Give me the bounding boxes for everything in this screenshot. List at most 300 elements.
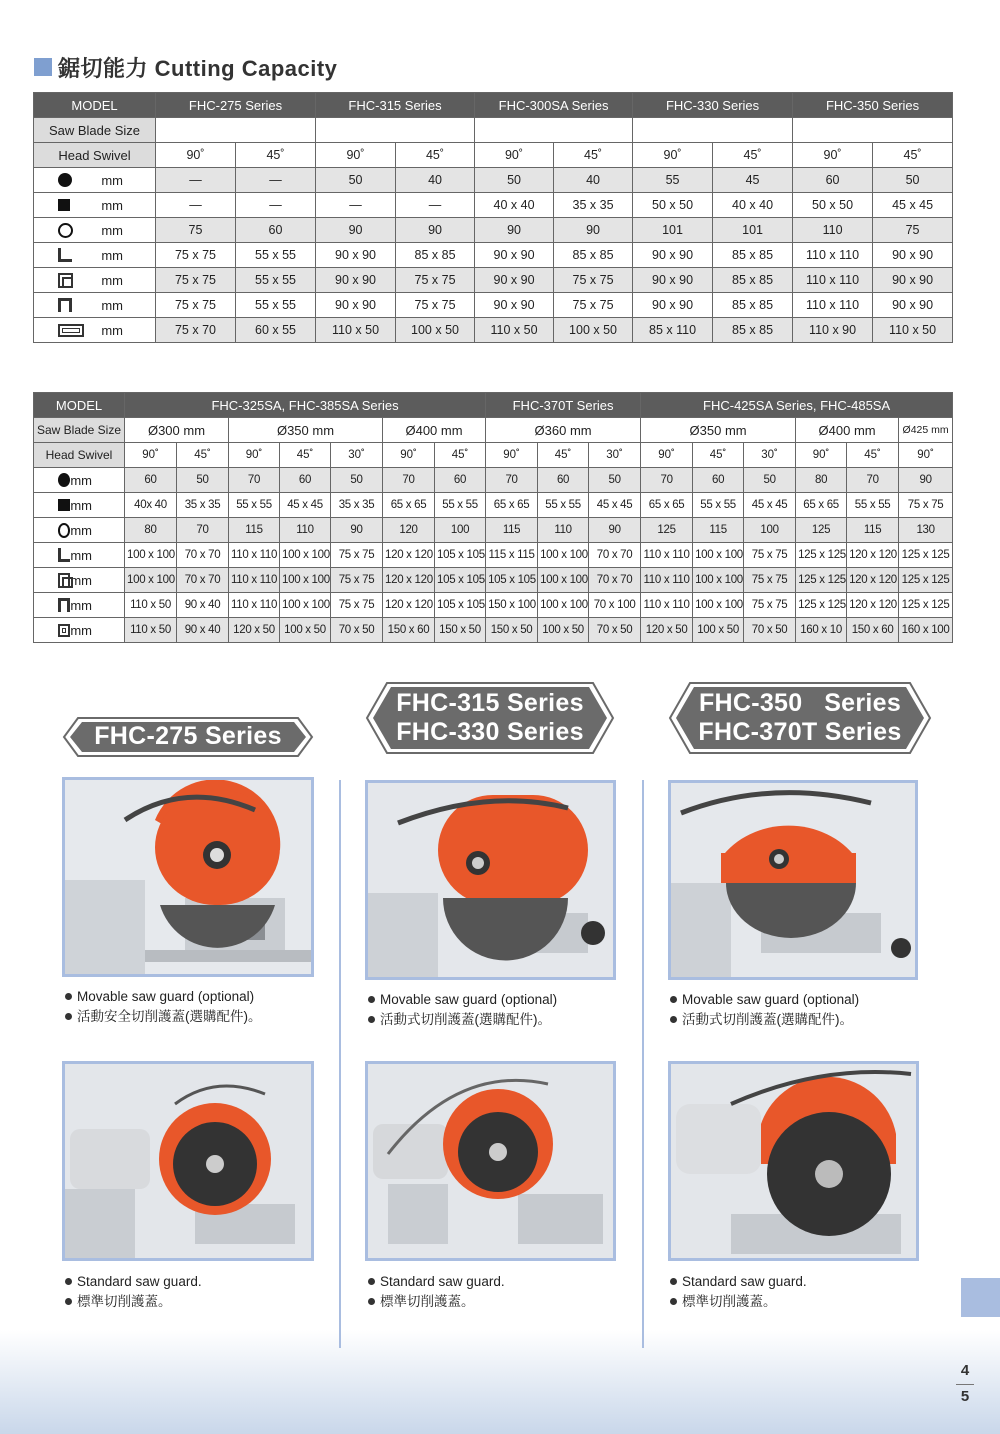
badge-line: FHC-315 Series: [396, 689, 584, 717]
table-row: [34, 593, 953, 618]
capacity-cell: 110 x 50: [475, 318, 554, 343]
capacity-cell: 75: [873, 218, 953, 243]
capacity-cell: 100 x 100: [538, 543, 589, 568]
capacity-cell: 40: [554, 168, 633, 193]
capacity-cell: 110: [538, 518, 589, 543]
capacity-cell: 120 x 120: [847, 543, 899, 568]
caption-text: 標準切削護蓋。: [682, 1294, 777, 1309]
capacity-cell: 150 x 60: [847, 618, 899, 643]
swivel-angle-cell: 90˚: [475, 143, 554, 168]
swivel-angle-cell: 30˚: [744, 443, 796, 468]
cutting-capacity-table-2: [33, 392, 953, 643]
swivel-angle-cell: 90˚: [125, 443, 177, 468]
capacity-cell: 110 x 110: [793, 293, 873, 318]
swivel-angle-cell: 90˚: [793, 143, 873, 168]
capacity-cell: 70: [641, 468, 693, 493]
capacity-cell: 75 x 70: [156, 318, 236, 343]
capacity-cell: 90 x 90: [475, 293, 554, 318]
header-cell: FHC-350 Series: [793, 93, 953, 118]
shape-label: [36, 298, 153, 313]
swivel-angle-cell: 30˚: [589, 443, 641, 468]
capacity-cell: 125 x 125: [899, 568, 953, 593]
capacity-cell: 90: [899, 468, 953, 493]
caption-text: Movable saw guard (optional): [682, 992, 860, 1007]
angle-iron-icon: [58, 248, 72, 262]
swivel-angle-cell: 30˚: [331, 443, 383, 468]
capacity-cell: 120 x 50: [229, 618, 280, 643]
capacity-cell: 90 x 90: [873, 268, 953, 293]
capacity-cell: 45: [713, 168, 793, 193]
capacity-cell: 110 x 110: [229, 543, 280, 568]
swivel-angle-cell: 45˚: [177, 443, 229, 468]
capacity-cell: 90 x 90: [316, 293, 396, 318]
badge-line: FHC-330 Series: [396, 718, 584, 746]
capacity-cell: 70 x 50: [744, 618, 796, 643]
capacity-cell: 90 x 40: [177, 618, 229, 643]
unit-label: mm: [70, 572, 92, 588]
series-badge-fhc-350-370t: [668, 681, 932, 755]
swivel-angle-cell: 90˚: [383, 443, 435, 468]
capacity-cell: 100 x 100: [693, 543, 744, 568]
capacity-cell: 50: [331, 468, 383, 493]
blade-size-cell: [156, 118, 316, 143]
unit-label: mm: [101, 272, 123, 288]
capacity-cell: 60: [280, 468, 331, 493]
capacity-cell: 110 x 50: [316, 318, 396, 343]
unit-label: mm: [101, 172, 123, 188]
caption-text: Movable saw guard (optional): [77, 989, 255, 1004]
capacity-cell: 110 x 50: [125, 593, 177, 618]
shape-label: [36, 198, 153, 213]
round-tube-icon: [58, 523, 70, 538]
saw-machine-illustration: [65, 780, 311, 974]
capacity-cell: 100 x 50: [396, 318, 475, 343]
shape-label: [36, 273, 153, 288]
capacity-cell: 90 x 90: [475, 268, 554, 293]
capacity-cell: 50: [744, 468, 796, 493]
caption-text: Standard saw guard.: [77, 1274, 202, 1289]
shape-label-cell: [34, 468, 125, 493]
capacity-cell: 60: [693, 468, 744, 493]
caption-line: [65, 987, 262, 1007]
bullet-icon: [368, 1016, 375, 1023]
photo-fhc-315-movable-guard: [365, 780, 616, 980]
capacity-cell: 120 x 120: [383, 543, 435, 568]
shape-label: [36, 573, 122, 588]
swivel-angle-cell: 45˚: [435, 443, 486, 468]
table-row: [34, 468, 953, 493]
caption-text: Standard saw guard.: [380, 1274, 505, 1289]
capacity-cell: 160 x 100: [899, 618, 953, 643]
shape-label-cell: [34, 618, 125, 643]
capacity-cell: 85 x 85: [713, 293, 793, 318]
shape-label: [36, 523, 122, 538]
capacity-cell: 40: [396, 168, 475, 193]
capacity-cell: 75 x 75: [744, 568, 796, 593]
capacity-cell: 115: [229, 518, 280, 543]
capacity-cell: 160 x 10: [796, 618, 847, 643]
capacity-cell: 90: [331, 518, 383, 543]
shape-label-cell: [34, 318, 156, 343]
head-swivel-row: [34, 443, 953, 468]
capacity-cell: 100 x 100: [693, 593, 744, 618]
capacity-cell: 90: [554, 218, 633, 243]
shape-label-cell: [34, 218, 156, 243]
unit-label: mm: [70, 597, 92, 613]
unit-label: mm: [101, 322, 123, 338]
capacity-cell: 75 x 75: [331, 593, 383, 618]
capacity-cell: 75 x 75: [331, 543, 383, 568]
blade-size-cell: Ø350 mm: [229, 418, 383, 443]
swivel-angle-cell: 90˚: [229, 443, 280, 468]
capacity-cell: 75: [156, 218, 236, 243]
capacity-cell: 70 x 70: [589, 568, 641, 593]
capacity-cell: 90: [396, 218, 475, 243]
capacity-cell: 75 x 75: [744, 543, 796, 568]
column-divider: [642, 780, 644, 1348]
side-tab-marker: [961, 1278, 1000, 1317]
capacity-cell: 100 x 100: [125, 543, 177, 568]
caption-line: [670, 1272, 807, 1292]
shape-label-cell: [34, 268, 156, 293]
capacity-cell: 110 x 110: [641, 543, 693, 568]
blade-size-cell: [633, 118, 793, 143]
saw-machine-illustration: [368, 1064, 613, 1258]
header-cell: MODEL: [34, 93, 156, 118]
capacity-cell: 85 x 85: [713, 318, 793, 343]
capacity-cell: 100 x 100: [693, 568, 744, 593]
blade-size-cell: Ø350 mm: [641, 418, 796, 443]
blade-size-cell: Ø400 mm: [383, 418, 486, 443]
bullet-icon: [670, 1016, 677, 1023]
saw-machine-illustration: [671, 783, 915, 977]
caption-fhc-275-top: [65, 987, 262, 1027]
unit-label: mm: [70, 622, 92, 638]
caption-line: [65, 1007, 262, 1027]
capacity-cell: 115: [847, 518, 899, 543]
bullet-icon: [65, 993, 72, 1000]
capacity-cell: 70 x 70: [177, 568, 229, 593]
caption-text: 標準切削護蓋。: [77, 1294, 172, 1309]
series-badge-fhc-275: [62, 716, 314, 758]
capacity-cell: 75 x 75: [899, 493, 953, 518]
capacity-cell: 90 x 90: [633, 268, 713, 293]
section-title: [34, 52, 337, 82]
saw-machine-illustration: [368, 783, 613, 977]
bullet-icon: [368, 996, 375, 1003]
capacity-cell: 65 x 65: [383, 493, 435, 518]
table-row: [34, 518, 953, 543]
blade-size-row: [34, 118, 953, 143]
bullet-icon: [670, 996, 677, 1003]
bullet-icon: [670, 1298, 677, 1305]
caption-text: 活動式切削護蓋(選購配件)。: [682, 1012, 853, 1027]
blade-size-cell: Ø300 mm: [125, 418, 229, 443]
capacity-cell: 40x 40: [125, 493, 177, 518]
capacity-cell: 45 x 45: [744, 493, 796, 518]
capacity-cell: 100 x 50: [554, 318, 633, 343]
capacity-cell: 85 x 85: [713, 268, 793, 293]
caption-line: [670, 1292, 807, 1312]
capacity-cell: 110: [280, 518, 331, 543]
capacity-cell: —: [156, 168, 236, 193]
capacity-cell: 110 x 90: [793, 318, 873, 343]
capacity-cell: 110 x 110: [793, 243, 873, 268]
capacity-cell: 90 x 90: [633, 243, 713, 268]
solid-round-icon: [58, 473, 70, 487]
swivel-angle-cell: 45˚: [693, 443, 744, 468]
caption-line: [670, 990, 859, 1010]
blade-size-cell: Ø425 mm: [899, 418, 953, 443]
capacity-cell: 65 x 65: [641, 493, 693, 518]
capacity-cell: 65 x 65: [486, 493, 538, 518]
unit-label: mm: [70, 547, 92, 563]
capacity-cell: 55 x 55: [236, 243, 316, 268]
unit-label: mm: [101, 297, 123, 313]
header-cell: FHC-425SA Series, FHC-485SA: [641, 393, 953, 418]
capacity-cell: 75 x 75: [554, 293, 633, 318]
blade-size-row: [34, 418, 953, 443]
capacity-cell: 110 x 110: [793, 268, 873, 293]
capacity-cell: 75 x 75: [156, 293, 236, 318]
bullet-icon: [368, 1298, 375, 1305]
shape-label: [36, 498, 122, 513]
page-number-right: 5: [960, 1388, 970, 1405]
capacity-cell: 85 x 85: [554, 243, 633, 268]
page-background-gradient: [0, 1330, 1000, 1434]
shape-label: [36, 548, 122, 563]
capacity-cell: 90 x 90: [873, 293, 953, 318]
bullet-icon: [368, 1278, 375, 1285]
capacity-cell: 90 x 90: [873, 243, 953, 268]
unit-label: mm: [70, 522, 92, 538]
photo-fhc-275-movable-guard: [62, 777, 314, 977]
unit-label: mm: [101, 197, 123, 213]
capacity-cell: 125 x 125: [796, 568, 847, 593]
capacity-cell: 50: [177, 468, 229, 493]
capacity-cell: 50: [589, 468, 641, 493]
capacity-cell: 100 x 50: [538, 618, 589, 643]
unit-label: mm: [70, 497, 92, 513]
capacity-cell: 110 x 110: [229, 568, 280, 593]
capacity-cell: 70 x 70: [177, 543, 229, 568]
shape-label-cell: [34, 568, 125, 593]
solid-round-icon: [58, 173, 72, 187]
solid-square-icon: [58, 199, 70, 211]
capacity-cell: 90 x 90: [316, 268, 396, 293]
table-row: [34, 293, 953, 318]
capacity-cell: 101: [713, 218, 793, 243]
bullet-icon: [670, 1278, 677, 1285]
unit-label: mm: [101, 222, 123, 238]
capacity-cell: 45 x 45: [589, 493, 641, 518]
swivel-angle-cell: 45˚: [236, 143, 316, 168]
capacity-cell: —: [316, 193, 396, 218]
capacity-cell: —: [236, 193, 316, 218]
capacity-cell: 70 x 70: [589, 543, 641, 568]
capacity-cell: 90 x 90: [633, 293, 713, 318]
unit-label: mm: [70, 472, 92, 488]
capacity-cell: 60: [538, 468, 589, 493]
title-text: 鋸切能力 Cutting Capacity: [58, 55, 338, 81]
capacity-cell: 90 x 90: [316, 243, 396, 268]
capacity-cell: 70 x 50: [331, 618, 383, 643]
capacity-cell: 125 x 125: [899, 593, 953, 618]
capacity-cell: 55 x 55: [538, 493, 589, 518]
capacity-cell: 50 x 50: [633, 193, 713, 218]
shape-label: [36, 473, 122, 488]
saw-machine-illustration: [65, 1064, 311, 1258]
capacity-cell: 100: [435, 518, 486, 543]
capacity-cell: 90: [589, 518, 641, 543]
blade-size-cell: Ø360 mm: [486, 418, 641, 443]
capacity-cell: 90: [316, 218, 396, 243]
capacity-cell: 75 x 75: [156, 268, 236, 293]
column-divider: [339, 780, 341, 1348]
table-header-row: [34, 93, 953, 118]
capacity-cell: 70 x 100: [589, 593, 641, 618]
swivel-angle-cell: 90˚: [316, 143, 396, 168]
blade-size-cell: Ø400 mm: [796, 418, 899, 443]
row-label: Saw Blade Size: [34, 118, 156, 143]
capacity-cell: 85 x 85: [713, 243, 793, 268]
capacity-cell: 60 x 55: [236, 318, 316, 343]
caption-fhc-350-bottom: [670, 1272, 807, 1312]
page-number-left: 4: [960, 1362, 970, 1379]
capacity-cell: 85 x 85: [396, 243, 475, 268]
capacity-cell: 115: [693, 518, 744, 543]
capacity-cell: 50: [873, 168, 953, 193]
capacity-cell: 120: [383, 518, 435, 543]
capacity-cell: 100 x 50: [693, 618, 744, 643]
caption-text: Movable saw guard (optional): [380, 992, 558, 1007]
caption-line: [368, 1010, 557, 1030]
row-label: Saw Blade Size: [34, 418, 125, 443]
capacity-cell: 45 x 45: [873, 193, 953, 218]
capacity-cell: —: [236, 168, 316, 193]
unit-label: mm: [101, 247, 123, 263]
shape-label: [36, 323, 153, 338]
capacity-cell: 101: [633, 218, 713, 243]
bullet-icon: [65, 1013, 72, 1020]
header-cell: FHC-370T Series: [486, 393, 641, 418]
capacity-cell: 120 x 120: [383, 568, 435, 593]
header-cell: FHC-315 Series: [316, 93, 475, 118]
badge-line: FHC-370T Series: [698, 718, 902, 746]
table-row: [34, 318, 953, 343]
capacity-cell: 115: [486, 518, 538, 543]
swivel-angle-cell: 90˚: [796, 443, 847, 468]
capacity-cell: 100 x 100: [125, 568, 177, 593]
header-cell: FHC-330 Series: [633, 93, 793, 118]
caption-line: [65, 1272, 202, 1292]
page-number-divider: [956, 1384, 974, 1385]
capacity-cell: 70: [847, 468, 899, 493]
photo-fhc-315-standard-guard: [365, 1061, 616, 1261]
table-row: [34, 568, 953, 593]
shape-label-cell: [34, 168, 156, 193]
photo-fhc-350-standard-guard: [668, 1061, 919, 1261]
capacity-cell: 100 x 100: [280, 593, 331, 618]
caption-line: [65, 1292, 202, 1312]
capacity-cell: 105 x 105: [486, 568, 538, 593]
capacity-cell: 35 x 35: [554, 193, 633, 218]
capacity-cell: 45 x 45: [280, 493, 331, 518]
capacity-cell: 80: [125, 518, 177, 543]
capacity-cell: 110 x 110: [641, 593, 693, 618]
rect-tube-icon: [58, 324, 84, 337]
capacity-cell: 70 x 50: [589, 618, 641, 643]
capacity-cell: 85 x 110: [633, 318, 713, 343]
swivel-angle-cell: 90˚: [156, 143, 236, 168]
shape-label: [36, 623, 122, 638]
shape-label-cell: [34, 543, 125, 568]
capacity-cell: 150 x 50: [435, 618, 486, 643]
head-swivel-row: [34, 143, 953, 168]
blade-size-cell: [793, 118, 953, 143]
capacity-cell: 120 x 120: [847, 593, 899, 618]
photo-fhc-350-movable-guard: [668, 780, 918, 980]
capacity-cell: 55 x 55: [847, 493, 899, 518]
capacity-cell: 60: [435, 468, 486, 493]
capacity-cell: 100: [744, 518, 796, 543]
capacity-cell: 110: [793, 218, 873, 243]
caption-fhc-315-top: [368, 990, 557, 1030]
shape-label-cell: [34, 518, 125, 543]
bullet-icon: [65, 1298, 72, 1305]
capacity-cell: 150 x 60: [383, 618, 435, 643]
capacity-cell: 125: [796, 518, 847, 543]
capacity-cell: 110 x 110: [641, 568, 693, 593]
caption-line: [368, 1292, 505, 1312]
row-label: Head Swivel: [34, 443, 125, 468]
capacity-cell: 35 x 35: [331, 493, 383, 518]
capacity-cell: 125 x 125: [899, 543, 953, 568]
capacity-cell: 150 x 50: [486, 618, 538, 643]
capacity-cell: 110 x 50: [873, 318, 953, 343]
capacity-cell: 75 x 75: [396, 293, 475, 318]
shape-label-cell: [34, 193, 156, 218]
capacity-cell: 50 x 50: [793, 193, 873, 218]
capacity-cell: 130: [899, 518, 953, 543]
caption-text: 活動式切削護蓋(選購配件)。: [380, 1012, 551, 1027]
capacity-cell: 105 x 105: [435, 568, 486, 593]
capacity-cell: 125 x 125: [796, 543, 847, 568]
capacity-cell: —: [156, 193, 236, 218]
saw-machine-illustration: [671, 1064, 916, 1258]
capacity-cell: 70: [383, 468, 435, 493]
capacity-cell: 105 x 105: [435, 543, 486, 568]
caption-fhc-275-bottom: [65, 1272, 202, 1312]
capacity-cell: 55 x 55: [229, 493, 280, 518]
table-row: [34, 218, 953, 243]
badge-line: FHC-275 Series: [94, 722, 282, 750]
capacity-cell: 90 x 40: [177, 593, 229, 618]
capacity-cell: 55 x 55: [236, 268, 316, 293]
capacity-cell: 50: [475, 168, 554, 193]
capacity-cell: 40 x 40: [475, 193, 554, 218]
capacity-cell: 105 x 105: [435, 593, 486, 618]
table-row: [34, 243, 953, 268]
capacity-cell: 90: [475, 218, 554, 243]
capacity-cell: 75 x 75: [744, 593, 796, 618]
solid-square-icon: [58, 499, 70, 511]
shape-label-cell: [34, 243, 156, 268]
caption-line: [670, 1010, 859, 1030]
caption-text: Standard saw guard.: [682, 1274, 807, 1289]
caption-text: 活動安全切削護蓋(選購配件)。: [77, 1009, 262, 1024]
square-tube-icon: [58, 573, 70, 588]
